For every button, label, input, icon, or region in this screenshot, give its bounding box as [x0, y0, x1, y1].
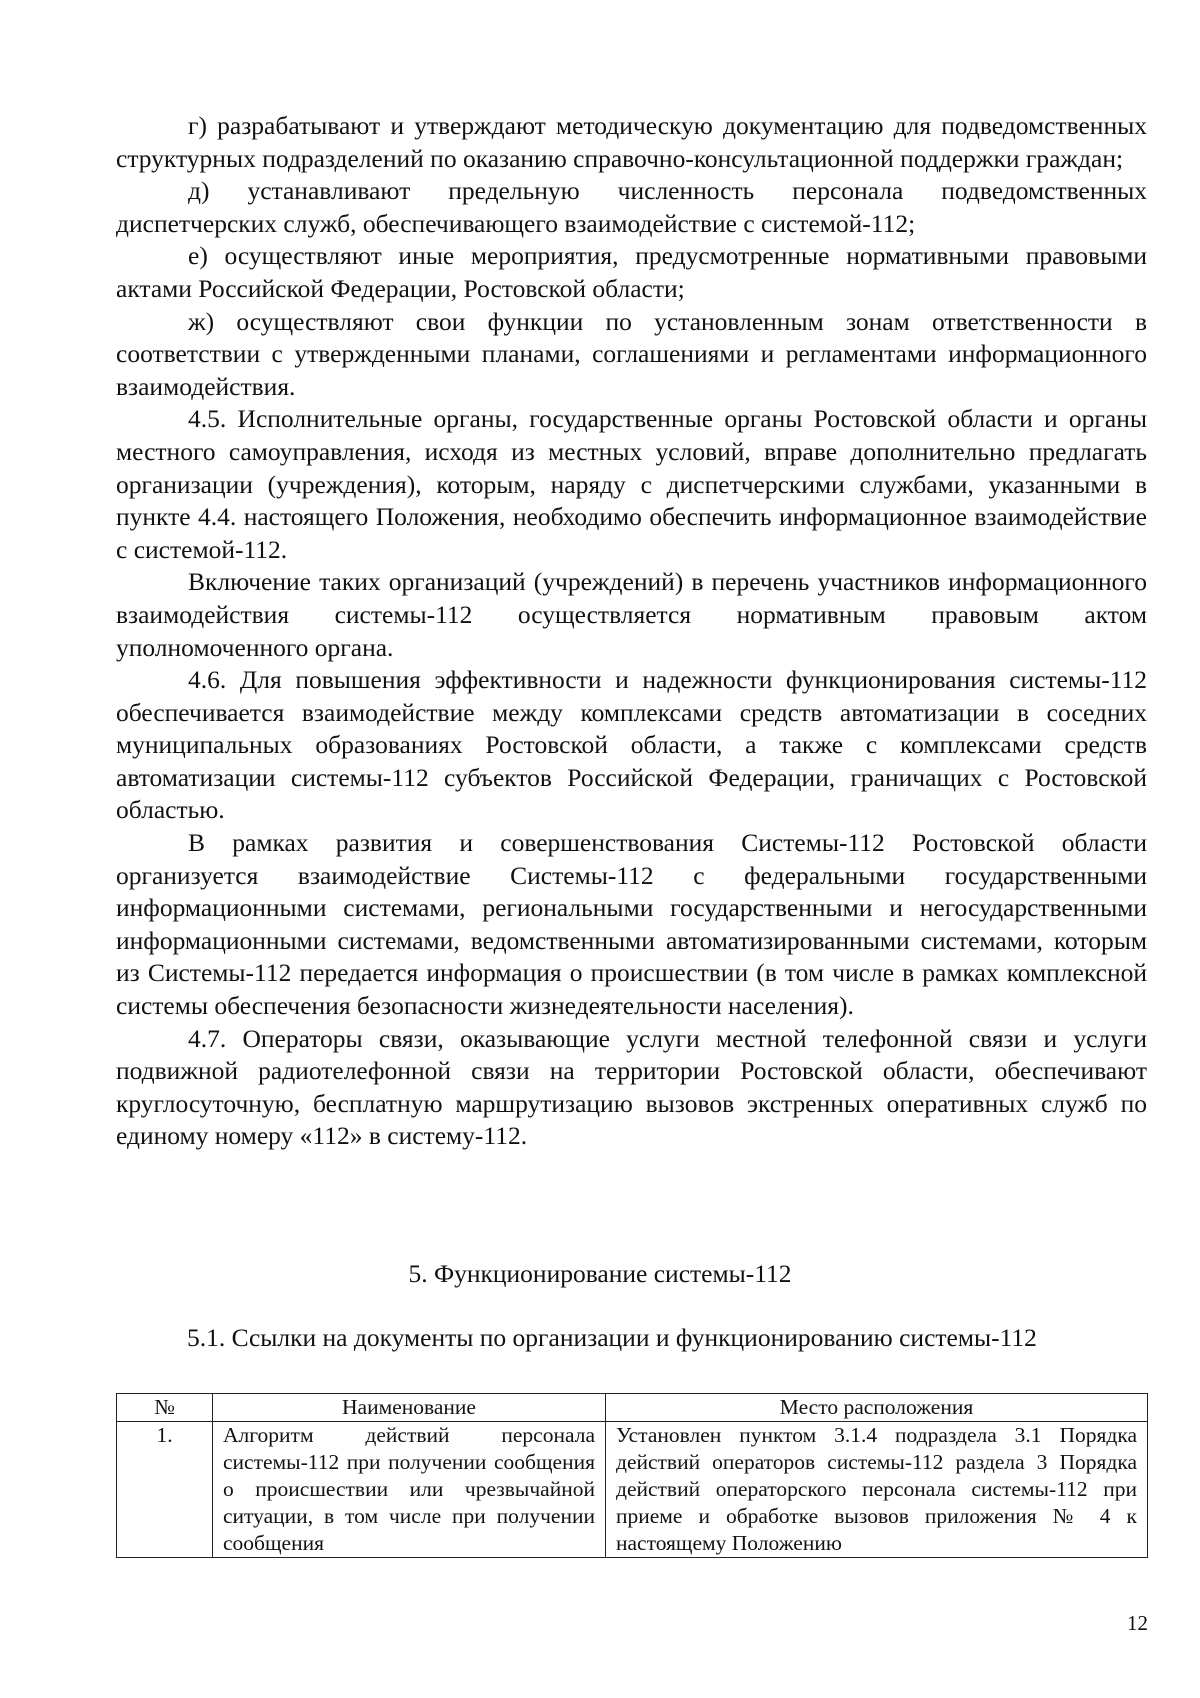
table-header-row — [117, 1394, 1148, 1422]
section-heading: 5. Функционирование системы-112 — [408, 1259, 792, 1288]
documents-table — [116, 1393, 1148, 1558]
paragraph-g: г) разрабатывают и утверждают методическую документацию для подведомственных структурных подразделений по оказанию справочно-консультационной поддержки граждан; — [116, 111, 1147, 173]
row-name: Алгоритм действий персонала системы-112 при получении сообщения о происшествии или чрезвычайной ситуации, в том числе при получении сообщения — [213, 1422, 606, 1558]
paragraph-4-7: 4.7. Операторы связи, оказывающие услуги местной телефонной связи и услуги подвижной радиотелефонной связи на территории Ростовской области, обеспечивают круглосуточную, бесплатную маршрутизацию вызовов экстренных оперативных служб по единому номеру «112» в систему-112. — [116, 1023, 1147, 1151]
row-location: Установлен пунктом 3.1.4 подраздела 3.1 Порядка действий операторов системы-112 раздела 3 Порядка действий операторского персонала системы-112 при приеме и обработке вызовов приложения № 4 к настоящему Положению — [606, 1422, 1148, 1558]
page-number: 12 — [1127, 1611, 1148, 1635]
paragraph-zh: ж) осуществляют свои функции по установленным зонам ответственности в соответствии с утвержденными планами, соглашениями и регламентами информационного взаимодействия. — [116, 306, 1147, 401]
row-number: 1. — [117, 1422, 213, 1558]
paragraph-e: е) осуществляют иные мероприятия, предусмотренные нормативными правовыми актами Российской Федерации, Ростовской области; — [116, 241, 1147, 303]
header-name: Наименование — [213, 1394, 606, 1422]
paragraph-4-6: 4.6. Для повышения эффективности и надежности функционирования системы-112 обеспечивается взаимодействие между комплексами средств автоматизации в соседних муниципальных образованиях Ростовской области, а также с комплексами средств автоматизации системы-112 субъектов Российской Федерации, граничащих с Ростовской областью. — [116, 665, 1147, 825]
paragraph-4-5: 4.5. Исполнительные органы, государственные органы Ростовской области и органы местного самоуправления, исходя из местных условий, вправе дополнительно предлагать организации (учреждения), которым, наряду с диспетчерскими службами, указанными в пункте 4.4. настоящего Положения, необходимо обеспечить информационное взаимодействие с системой-112. — [116, 404, 1147, 564]
paragraph-d: д) устанавливают предельную численность персонала подведомственных диспетчерских служб, обеспечивающего взаимодействие с системой-112; — [116, 176, 1147, 238]
body-text — [116, 110, 1147, 1153]
header-number: № — [117, 1394, 213, 1422]
paragraph-4-5-inclusion: Включение таких организаций (учреждений) в перечень участников информационного взаимодействия системы-112 осуществляется нормативным правовым актом уполномоченного органа. — [116, 567, 1147, 662]
table-row — [117, 1422, 1148, 1558]
header-location: Место расположения — [606, 1394, 1148, 1422]
paragraph-4-6-development: В рамках развития и совершенствования Системы-112 Ростовской области организуется взаимодействие Системы-112 с федеральными государственными информационными системами, региональными государственными и негосударственными информационными системами, ведомственными автоматизированными системами, которым из Системы-112 передается информация о происшествии (в том числе в рамках комплексной системы обеспечения безопасности жизнедеятельности населения). — [116, 828, 1147, 1021]
subsection-heading: 5.1. Ссылки на документы по организации и функционированию системы-112 — [187, 1323, 1037, 1352]
